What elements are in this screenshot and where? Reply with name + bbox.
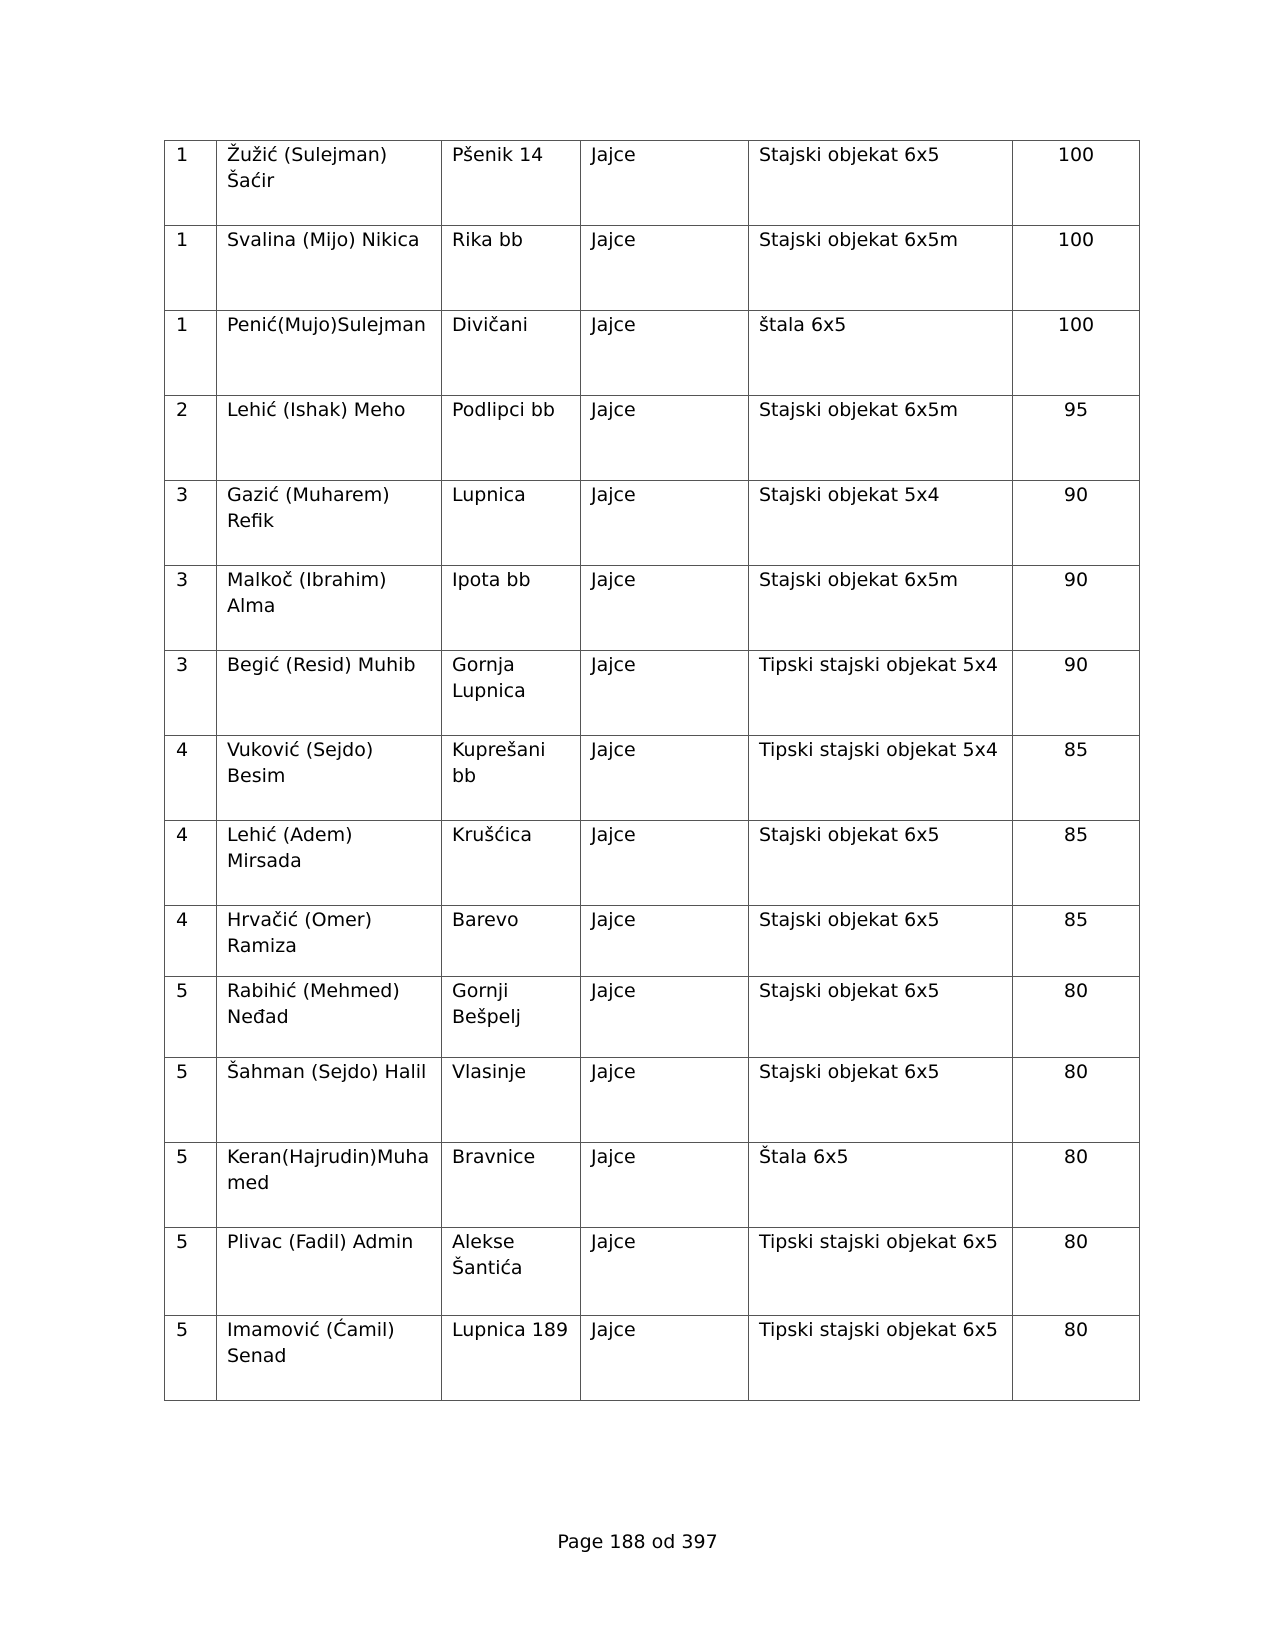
cell-municipality: Jajce (581, 651, 749, 736)
cell-points: 85 (1013, 736, 1140, 821)
cell-object: Tipski stajski objekat 6x5 (749, 1228, 1013, 1316)
cell-rank: 4 (165, 821, 217, 906)
cell-rank: 1 (165, 311, 217, 396)
cell-rank: 4 (165, 906, 217, 977)
cell-name: Keran(Hajrudin)Muhamed (217, 1143, 442, 1228)
cell-municipality: Jajce (581, 977, 749, 1058)
cell-object: Stajski objekat 6x5 (749, 821, 1013, 906)
table-row (165, 1316, 1140, 1401)
cell-municipality: Jajce (581, 736, 749, 821)
table-row (165, 651, 1140, 736)
cell-points: 100 (1013, 311, 1140, 396)
cell-address: Rika bb (442, 226, 581, 311)
cell-points: 80 (1013, 1143, 1140, 1228)
cell-points: 100 (1013, 226, 1140, 311)
cell-object: Stajski objekat 5x4 (749, 481, 1013, 566)
cell-points: 80 (1013, 977, 1140, 1058)
cell-rank: 3 (165, 566, 217, 651)
table-row (165, 821, 1140, 906)
cell-address: Bravnice (442, 1143, 581, 1228)
cell-points: 95 (1013, 396, 1140, 481)
cell-address: Podlipci bb (442, 396, 581, 481)
cell-name: Gazić (Muharem) Refik (217, 481, 442, 566)
cell-rank: 3 (165, 481, 217, 566)
cell-address: Lupnica (442, 481, 581, 566)
cell-object: Stajski objekat 6x5m (749, 226, 1013, 311)
cell-rank: 2 (165, 396, 217, 481)
cell-rank: 5 (165, 977, 217, 1058)
table-row (165, 906, 1140, 977)
cell-object: štala 6x5 (749, 311, 1013, 396)
page-number: Page 188 od 397 (557, 1531, 718, 1553)
cell-name: Rabihić (Mehmed) Neđad (217, 977, 442, 1058)
cell-address: Divičani (442, 311, 581, 396)
cell-rank: 5 (165, 1143, 217, 1228)
table-row (165, 1228, 1140, 1316)
table-row (165, 1058, 1140, 1143)
cell-address: Alekse Šantića (442, 1228, 581, 1316)
cell-municipality: Jajce (581, 396, 749, 481)
table-row (165, 736, 1140, 821)
table-row (165, 977, 1140, 1058)
cell-name: Žužić (Sulejman) Šaćir (217, 141, 442, 226)
cell-address: Krušćica (442, 821, 581, 906)
cell-object: Stajski objekat 6x5 (749, 1058, 1013, 1143)
cell-municipality: Jajce (581, 821, 749, 906)
table-body (165, 141, 1140, 1401)
table-row (165, 396, 1140, 481)
cell-points: 90 (1013, 481, 1140, 566)
cell-rank: 4 (165, 736, 217, 821)
table-row (165, 141, 1140, 226)
cell-address: Kuprešani bb (442, 736, 581, 821)
cell-object: Tipski stajski objekat 6x5 (749, 1316, 1013, 1401)
table-row (165, 566, 1140, 651)
cell-rank: 1 (165, 226, 217, 311)
cell-rank: 5 (165, 1228, 217, 1316)
cell-name: Šahman (Sejdo) Halil (217, 1058, 442, 1143)
cell-name: Hrvačić (Omer) Ramiza (217, 906, 442, 977)
cell-municipality: Jajce (581, 906, 749, 977)
cell-rank: 3 (165, 651, 217, 736)
cell-name: Lehić (Ishak) Meho (217, 396, 442, 481)
cell-points: 85 (1013, 821, 1140, 906)
cell-municipality: Jajce (581, 311, 749, 396)
cell-municipality: Jajce (581, 1143, 749, 1228)
cell-address: Lupnica 189 (442, 1316, 581, 1401)
cell-object: Štala 6x5 (749, 1143, 1013, 1228)
table-row (165, 311, 1140, 396)
cell-rank: 1 (165, 141, 217, 226)
cell-points: 80 (1013, 1228, 1140, 1316)
cell-points: 85 (1013, 906, 1140, 977)
cell-municipality: Jajce (581, 141, 749, 226)
cell-object: Tipski stajski objekat 5x4 (749, 651, 1013, 736)
cell-object: Stajski objekat 6x5 (749, 977, 1013, 1058)
cell-points: 90 (1013, 566, 1140, 651)
cell-points: 100 (1013, 141, 1140, 226)
cell-object: Tipski stajski objekat 5x4 (749, 736, 1013, 821)
cell-name: Svalina (Mijo) Nikica (217, 226, 442, 311)
table-row (165, 226, 1140, 311)
cell-rank: 5 (165, 1316, 217, 1401)
cell-name: Lehić (Adem) Mirsada (217, 821, 442, 906)
cell-municipality: Jajce (581, 566, 749, 651)
cell-name: Plivac (Fadil) Admin (217, 1228, 442, 1316)
cell-points: 80 (1013, 1058, 1140, 1143)
cell-name: Penić(Mujo)Sulejman (217, 311, 442, 396)
cell-address: Vlasinje (442, 1058, 581, 1143)
beneficiary-table (164, 140, 1140, 1401)
cell-municipality: Jajce (581, 481, 749, 566)
table-row (165, 481, 1140, 566)
cell-object: Stajski objekat 6x5 (749, 906, 1013, 977)
cell-rank: 5 (165, 1058, 217, 1143)
cell-object: Stajski objekat 6x5 (749, 141, 1013, 226)
cell-name: Vuković (Sejdo) Besim (217, 736, 442, 821)
cell-municipality: Jajce (581, 1316, 749, 1401)
cell-address: Pšenik 14 (442, 141, 581, 226)
cell-points: 80 (1013, 1316, 1140, 1401)
cell-address: Ipota bb (442, 566, 581, 651)
cell-points: 90 (1013, 651, 1140, 736)
cell-name: Imamović (Ćamil) Senad (217, 1316, 442, 1401)
cell-municipality: Jajce (581, 1058, 749, 1143)
cell-municipality: Jajce (581, 1228, 749, 1316)
cell-municipality: Jajce (581, 226, 749, 311)
cell-object: Stajski objekat 6x5m (749, 396, 1013, 481)
cell-address: Gornji Bešpelj (442, 977, 581, 1058)
table-row (165, 1143, 1140, 1228)
cell-address: Barevo (442, 906, 581, 977)
cell-address: Gornja Lupnica (442, 651, 581, 736)
cell-object: Stajski objekat 6x5m (749, 566, 1013, 651)
cell-name: Malkoč (Ibrahim) Alma (217, 566, 442, 651)
cell-name: Begić (Resid) Muhib (217, 651, 442, 736)
